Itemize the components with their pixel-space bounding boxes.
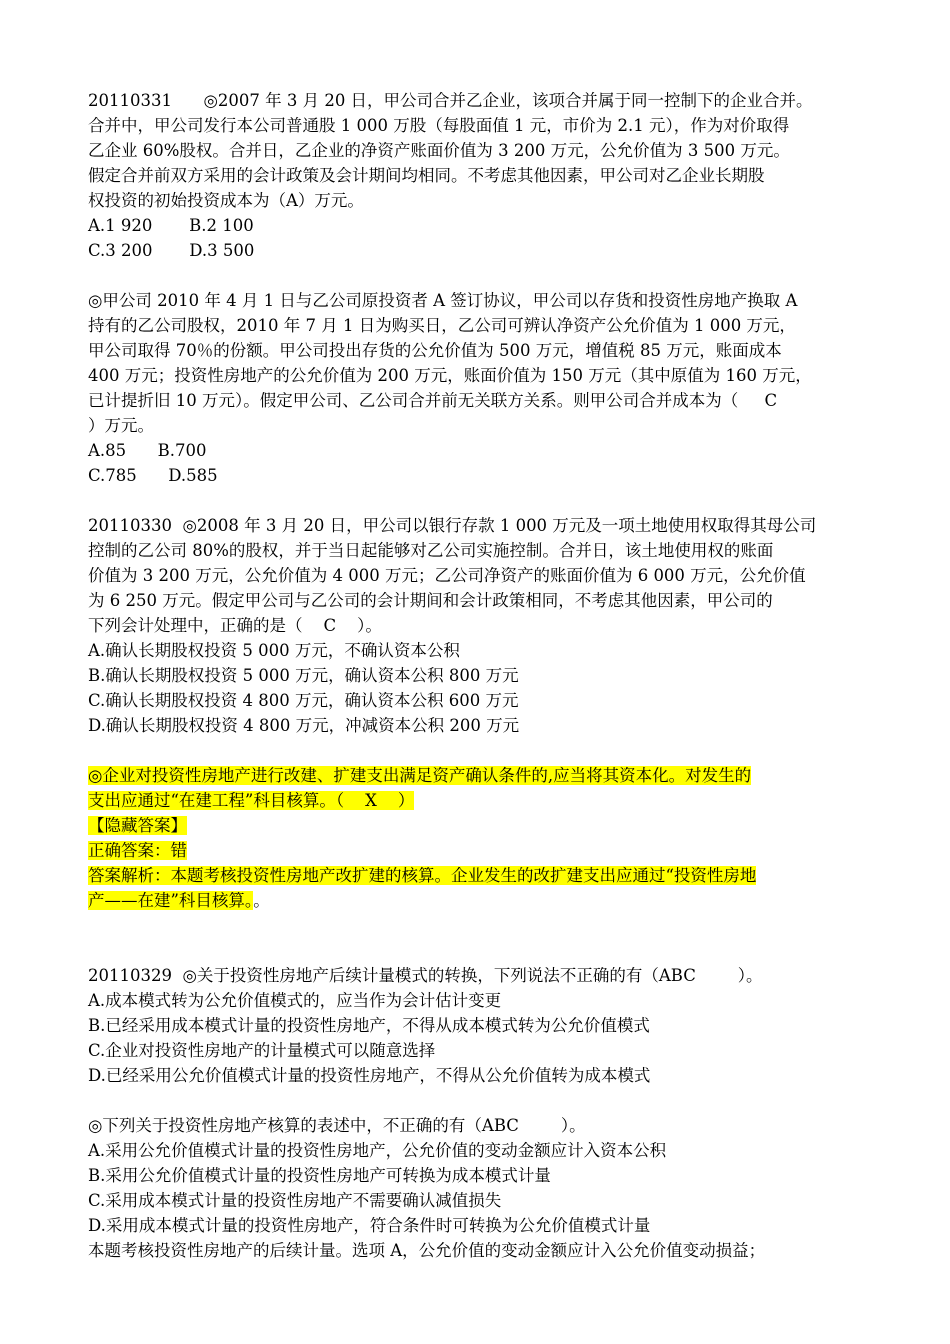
q2-line: 400 万元；投资性房地产的公允价值为 200 万元，账面价值为 150 万元（其中原值为 160 万元，	[88, 366, 812, 385]
question-2	[88, 288, 888, 488]
q5-option: A.成本模式转为公允价值模式的，应当作为会计估计变更	[88, 991, 502, 1010]
correct-answer: 正确答案：错	[88, 841, 187, 860]
q2-line: ◎甲公司 2010 年 4 月 1 日与乙公司原投资者 A 签订协议，甲公司以存货和投资性房地产换取 A	[88, 291, 798, 310]
question-6	[88, 1113, 888, 1263]
q2-option-row: C.785 D.585	[88, 466, 218, 485]
q3-option: C.确认长期股权投资 4 800 万元，确认资本公积 600 万元	[88, 691, 519, 710]
q6-option: A.采用公允价值模式计量的投资性房地产，公允价值的变动金额应计入资本公积	[88, 1141, 667, 1160]
answer-explanation: 产——在建”科目核算。	[88, 891, 254, 910]
q4-line: 支出应通过“在建工程”科目核算。（ X ）	[88, 791, 415, 810]
q1-line: 乙企业 60%股权。合并日，乙企业的净资产账面价值为 3 200 万元，公允价值为 3 500 万元。	[88, 141, 790, 160]
q1-line: 20110331 ◎2007 年 3 月 20 日，甲公司合并乙企业，该项合并属于同一控制下的企业合并。	[88, 91, 813, 110]
q3-line: 控制的乙公司 80%的股权，并于当日起能够对乙公司实施控制。合并日，该土地使用权的账面	[88, 541, 774, 560]
question-4	[88, 763, 888, 913]
q5-option: D.已经采用公允价值模式计量的投资性房地产，不得从公允价值转为成本模式	[88, 1066, 651, 1085]
q4-period: 。	[253, 891, 270, 910]
q4-line: ◎企业对投资性房地产进行改建、扩建支出满足资产确认条件的,应当将其资本化。对发生的	[88, 766, 752, 785]
q1-line: 合并中，甲公司发行本公司普通股 1 000 万股（每股面值 1 元，市价为 2.1 元），作为对价取得	[88, 116, 790, 135]
q2-line: ）万元。	[88, 416, 154, 435]
q3-option: B.确认长期股权投资 5 000 万元，确认资本公积 800 万元	[88, 666, 519, 685]
q2-line: 持有的乙公司股权，2010 年 7 月 1 日为购买日，乙公司可辨认净资产公允价值为 1 000 万元，	[88, 316, 796, 335]
q5-line: 20110329 ◎关于投资性房地产后续计量模式的转换，下列说法不正确的有（ABC ）。	[88, 966, 763, 985]
q3-option: A.确认长期股权投资 5 000 万元，不确认资本公积	[88, 641, 460, 660]
q6-option: D.采用成本模式计量的投资性房地产，符合条件时可转换为公允价值模式计量	[88, 1216, 651, 1235]
q2-option-row: A.85 B.700	[88, 441, 207, 460]
q3-line: 为 6 250 万元。假定甲公司与乙公司的会计期间和会计政策相同，不考虑其他因素，甲公司的	[88, 591, 773, 610]
q3-option: D.确认长期股权投资 4 800 万元，冲减资本公积 200 万元	[88, 716, 520, 735]
question-1	[88, 88, 888, 263]
spacer	[88, 938, 888, 963]
q2-line: 已计提折旧 10 万元）。假定甲公司、乙公司合并前无关联方关系。则甲公司合并成本为（ C	[88, 391, 778, 410]
q3-line: 价值为 3 200 万元，公允价值为 4 000 万元；乙公司净资产的账面价值为 6 000 万元，公允价值	[88, 566, 806, 585]
q1-option-row: A.1 920 B.2 100	[88, 216, 254, 235]
question-3	[88, 513, 888, 738]
q6-option: C.采用成本模式计量的投资性房地产不需要确认减值损失	[88, 1191, 502, 1210]
q3-line: 下列会计处理中，正确的是（ C ）。	[88, 616, 382, 635]
q1-line: 权投资的初始投资成本为（A）万元。	[88, 191, 364, 210]
q6-option: B.采用公允价值模式计量的投资性房地产可转换为成本模式计量	[88, 1166, 551, 1185]
hidden-answer-label: 【隐藏答案】	[88, 816, 187, 835]
question-5	[88, 963, 888, 1088]
q5-option: C.企业对投资性房地产的计量模式可以随意选择	[88, 1041, 436, 1060]
q6-line: ◎下列关于投资性房地产核算的表述中，不正确的有（ABC ）。	[88, 1116, 586, 1135]
q3-line: 20110330 ◎2008 年 3 月 20 日，甲公司以银行存款 1 000 万元及一项土地使用权取得其母公司	[88, 516, 817, 535]
document-page	[88, 88, 888, 1288]
q6-explanation: 本题考核投资性房地产的后续计量。选项 A，公允价值的变动金额应计入公允价值变动损益；	[88, 1241, 766, 1260]
q5-option: B.已经采用成本模式计量的投资性房地产，不得从成本模式转为公允价值模式	[88, 1016, 650, 1035]
answer-explanation: 答案解析：本题考核投资性房地产改扩建的核算。企业发生的改扩建支出应通过“投资性房地	[88, 866, 757, 885]
q2-line: 甲公司取得 70％的份额。甲公司投出存货的公允价值为 500 万元，增值税 85 万元，账面成本	[88, 341, 782, 360]
q1-option-row: C.3 200 D.3 500	[88, 241, 255, 260]
q1-line: 假定合并前双方采用的会计政策及会计期间均相同。不考虑其他因素，甲公司对乙企业长期股	[88, 166, 765, 185]
